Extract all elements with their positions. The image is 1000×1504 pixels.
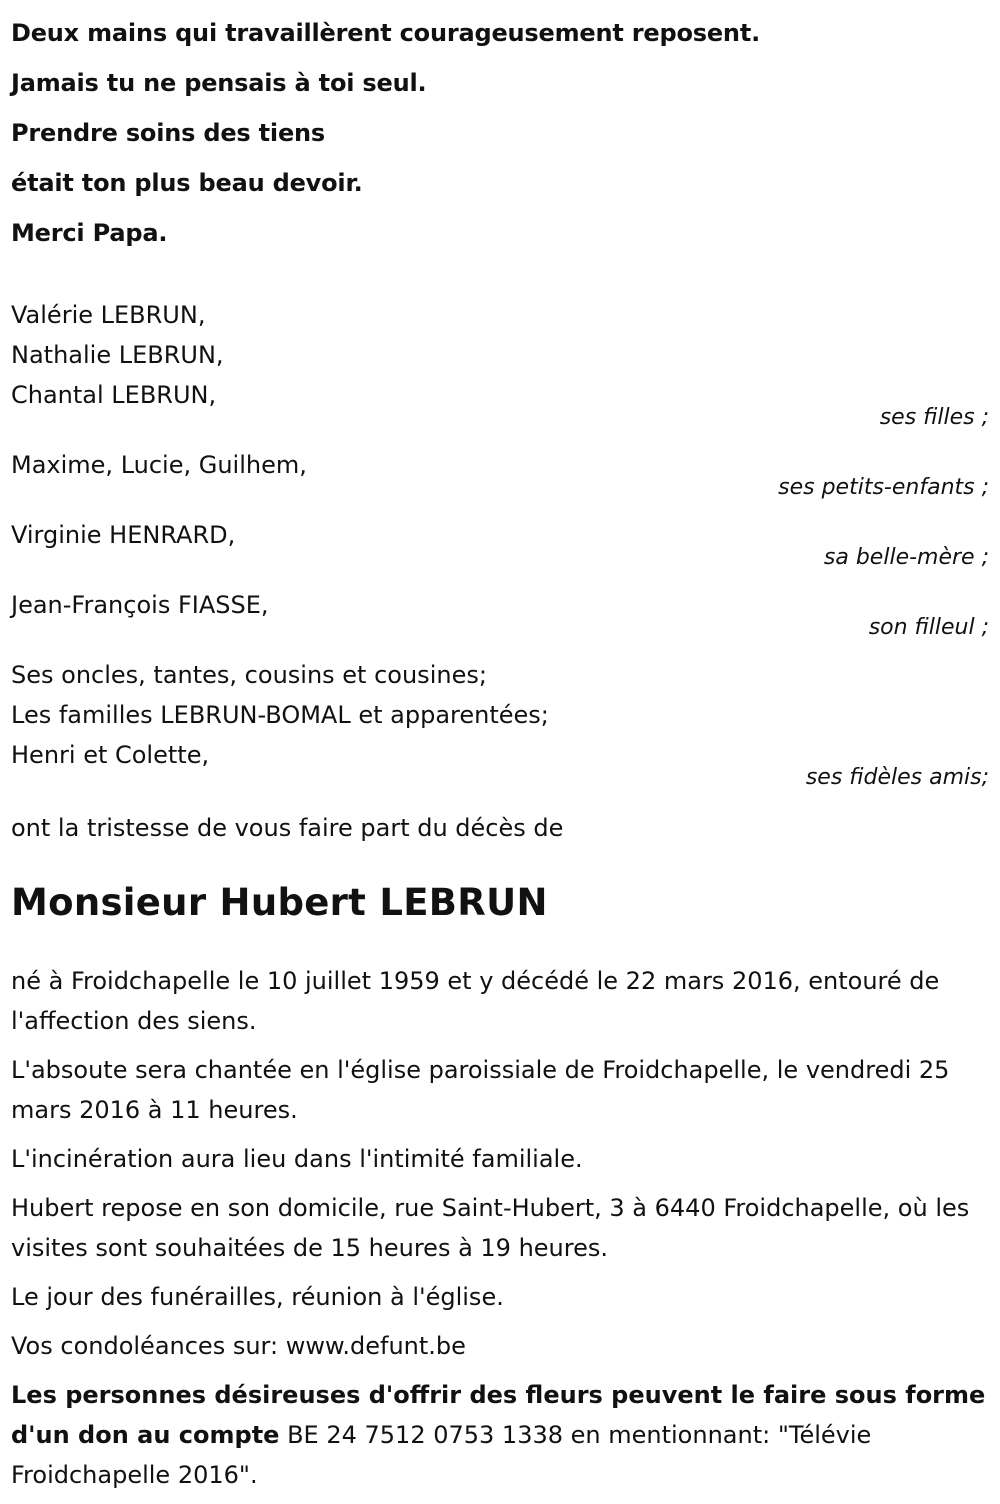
poem-line: Jamais tu ne pensais à toi seul.: [11, 69, 427, 97]
daughter-name: Valérie LEBRUN,: [11, 301, 206, 329]
poem-line: Prendre soins des tiens: [11, 119, 326, 147]
friends-role: ses fidèles amis;: [805, 765, 989, 790]
relatives-line: Henri et Colette,: [11, 741, 210, 769]
obituary-page: [11, 0, 989, 1504]
grandchildren-names: Maxime, Lucie, Guilhem,: [11, 451, 307, 479]
mother-in-law-role: sa belle-mère ;: [823, 545, 989, 570]
grandchildren-role: ses petits-enfants ;: [778, 475, 989, 500]
deceased-name: Monsieur Hubert LEBRUN: [11, 881, 548, 924]
poem: [11, 8, 989, 258]
visits-paragraph: Hubert repose en son domicile, rue Saint-Hubert, 3 à 6440 Froidchapelle, où les visites sont souhaitées de 15 heures à 19 heures.: [11, 1194, 970, 1262]
ceremony-paragraph: L'absoute sera chantée en l'église paroissiale de Froidchapelle, le vendredi 25 mars 2016 à 11 heures.: [11, 1056, 950, 1124]
poem-line: était ton plus beau devoir.: [11, 169, 363, 197]
flowers-paragraph: [11, 1375, 989, 1495]
flowers-account-text: BE 24 7512 0753 1338 en mentionnant: "Télévie Froidchapelle 2016".: [11, 1421, 872, 1489]
family-list: [11, 295, 989, 790]
godson-role: son filleul ;: [868, 615, 989, 640]
flowers-bold-text: Les personnes désireuses d'offrir des fleurs peuvent le faire sous forme d'un don au compte: [11, 1381, 986, 1449]
cremation-paragraph: L'incinération aura lieu dans l'intimité familiale.: [11, 1145, 583, 1173]
mother-in-law-name: Virginie HENRARD,: [11, 521, 236, 549]
meeting-paragraph: Le jour des funérailles, réunion à l'église.: [11, 1283, 504, 1311]
daughters-role: ses filles ;: [879, 405, 989, 430]
poem-line: Deux mains qui travaillèrent courageusement reposent.: [11, 19, 761, 47]
birth-death-paragraph: né à Froidchapelle le 10 juillet 1959 et y décédé le 22 mars 2016, entouré de l'affection des siens.: [11, 967, 940, 1035]
relatives-line: Ses oncles, tantes, cousins et cousines;: [11, 661, 487, 689]
daughter-name: Chantal LEBRUN,: [11, 381, 217, 409]
relatives-line: Les familles LEBRUN-BOMAL et apparentées;: [11, 701, 549, 729]
godson-name: Jean-François FIASSE,: [11, 591, 269, 619]
poem-line: Merci Papa.: [11, 219, 168, 247]
daughter-name: Nathalie LEBRUN,: [11, 341, 224, 369]
announcement-intro: ont la tristesse de vous faire part du décès de: [11, 814, 564, 842]
condolences-paragraph: Vos condoléances sur: www.defunt.be: [11, 1332, 466, 1360]
